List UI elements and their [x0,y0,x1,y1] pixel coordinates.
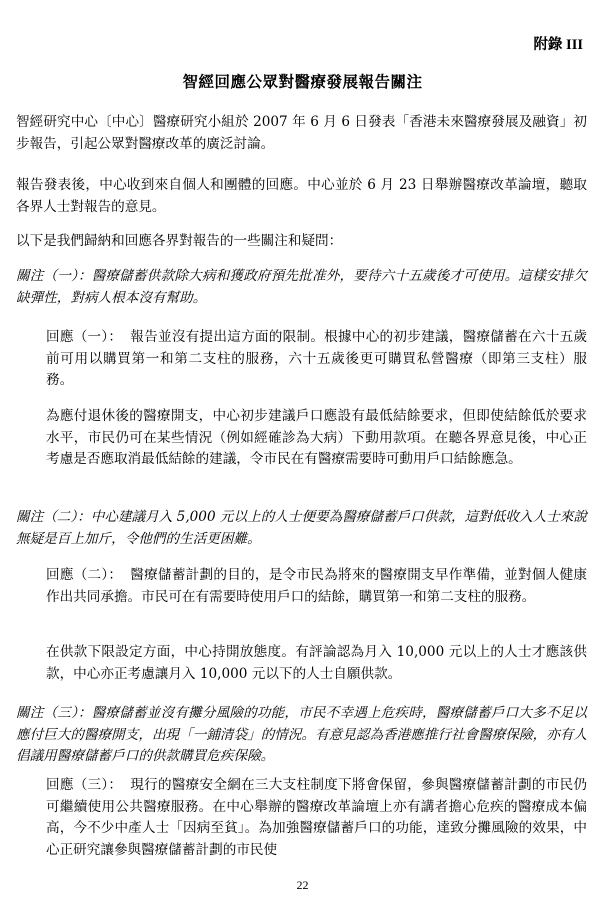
intro-paragraph-2: 報告發表後，中心收到來自個人和團體的回應。中心並於 6 月 23 日舉辦醫療改革論壇，聽取各界人士對報告的意見。 [16,177,587,215]
response-1-paragraph-2: 為應付退休後的醫療開支，中心初步建議戶口應設有最低結餘要求，但即使結餘低於要求水平，市民仍可在某些情況（例如經確診為大病）下動用款項。在聽各界意見後，中心正考慮是否應取消最低結餘的建議，令市民在有醫療需要時可動用戶口結餘應急。 [46,408,587,467]
concern-1: 關注（一）：醫療儲蓄供款除大病和獲政府預先批准外，要待六十五歲後才可使用。這樣安排欠缺彈性，對病人根本沒有幫助。 [16,268,587,306]
appendix-label: 附錄 III [533,37,583,53]
response-2-paragraph-1 [46,565,587,608]
response-2-label: 回應（二）： [46,567,123,583]
response-1-paragraph-1 [46,327,587,392]
response-1-text: 報告並沒有提出這方面的限制。根據中心的初步建議，醫療儲蓄在六十五歲前可用以購買第一和第二支柱的服務，六十五歲後更可購買私營醫療（即第三支柱）服務。 [46,329,588,388]
intro-paragraph-3: 以下是我們歸納和回應各界對報告的一些關注和疑問： [16,233,343,249]
response-3-paragraph-1 [46,775,587,861]
page-title: 智經回應公眾對醫療發展報告關注 [182,72,423,91]
response-3-label: 回應（三）： [46,777,123,793]
response-2-text: 醫療儲蓄計劃的目的，是令市民為將來的醫療開支早作準備，並對個人健康作出共同承擔。市民可在有需要時使用戶口的結餘，購買第一和第二支柱的服務。 [46,567,588,605]
response-2-paragraph-2: 在供款下限設定方面，中心持開放態度。有評論認為月入 10,000 元以上的人士才應該供款，中心亦正考慮讓月入 10,000 元以下的人士自願供款。 [46,644,587,682]
concern-2: 關注（二）：中心建議月入 5,000 元以上的人士便要為醫療儲蓄戶口供款，這對低收入人士來說無疑是百上加斤，令他們的生活更困難。 [16,509,587,547]
intro-paragraph-1: 智經研究中心〔中心〕醫療研究小組於 2007 年 6 月 6 日發表「香港未來醫療發展及融資」初步報告，引起公眾對醫療改革的廣泛討論。 [16,114,587,152]
response-1-label: 回應（一）： [46,329,123,345]
page-number: 22 [296,878,309,892]
response-3-text: 現行的醫療安全網在三大支柱制度下將會保留，參與醫療儲蓄計劃的市民仍可繼續使用公共醫療服務。在中心舉辦的醫療改革論壇上亦有講者擔心危疾的醫療成本偏高，今不少中產人士「因病至貧」。為加強醫療儲蓄戶口的功能，達致分攤風險的效果，中心正研究讓參與醫療儲蓄計劃的市民使 [46,777,588,858]
concern-3: 關注（三）：醫療儲蓄並沒有攤分風險的功能，市民不幸遇上危疾時，醫療儲蓄戶口大多不足以應付巨大的醫療開支，出現「一鋪清袋」的情況。有意見認為香港應推行社會醫療保險，亦有人倡議用醫療儲蓄戶口的供款購買危疾保險。 [16,705,587,764]
